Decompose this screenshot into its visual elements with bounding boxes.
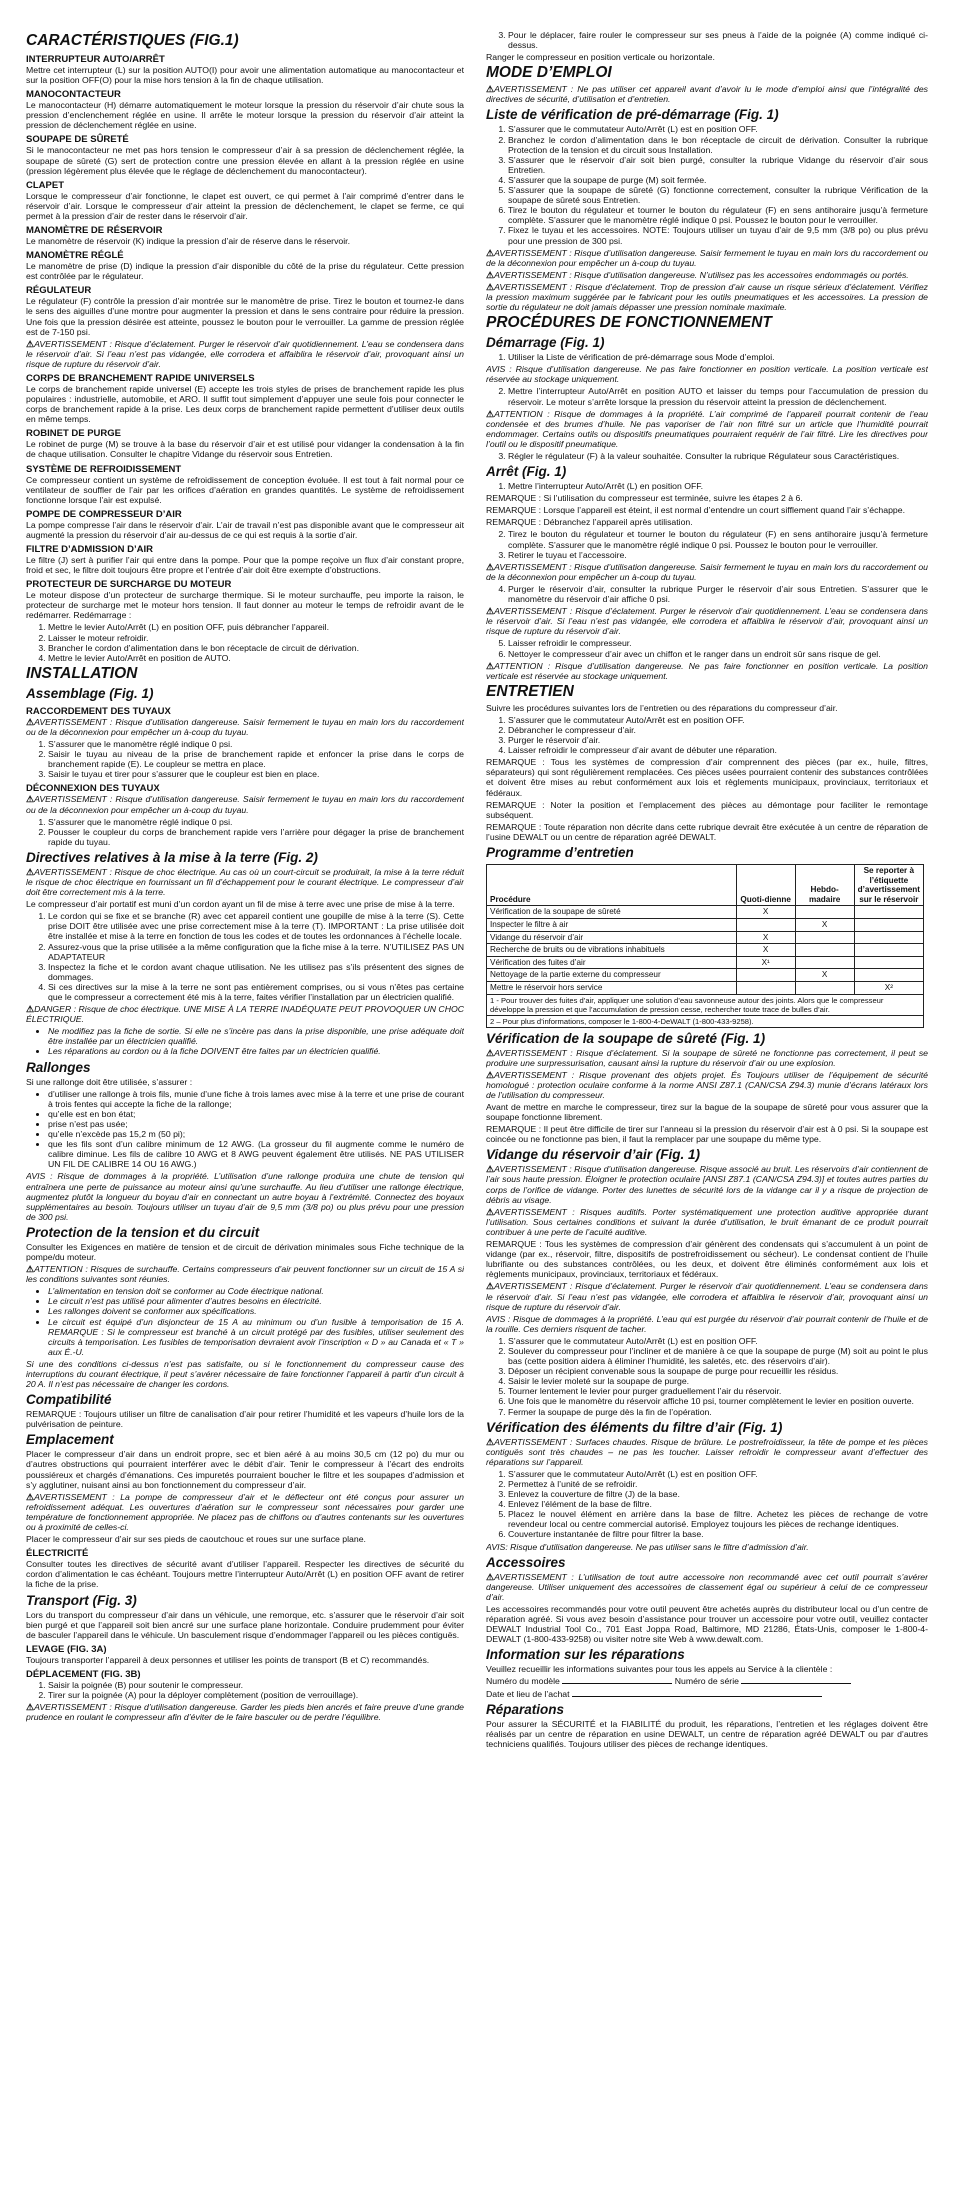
list-item: • Le circuit n’est pas utilisé pour alimenter d’autres besoins en électricité. [48, 1296, 464, 1306]
warning-drain-3: ⚠AVERTISSEMENT : Risque d’éclatement. Purger le réservoir d’air quotidiennement. L’eau se condensera dans le réservoir d’air. Si l’eau n’est pas vidangée, elle corrodera et affaiblira le réservoir d’air, provoquant ainsi un risque de rupture du réservoir d’air. [486, 1281, 928, 1312]
column-header: Se reporter à l’étiquette d’avertissement sur le réservoir [854, 865, 923, 906]
paragraph-compatibility: REMARQUE : Toujours utiliser un filtre de canalisation d’air pour retirer l’humidité et les vapeurs d’huile lors de la pulvérisation de peinture. [26, 1409, 464, 1430]
section-title-operation: MODE D’EMPLOI [486, 64, 612, 82]
warning-drain-1: ⚠AVERTISSEMENT : Risque d’utilisation dangereuse. Risque associé au bruit. Les réservoirs d’air contiennent de l’air sous haute pression. Éloigner le protection oculaire [ANSI Z87.1 (CAN/CSA Z94.3)] et toutes autres parties du corps de l’orifice de vidange. Porter des lunettes de sécurité lors de la vidange car il y a risque de projection de débris au visage. [486, 1164, 928, 1205]
warning-triangle-icon: ⚠ [486, 1571, 495, 1582]
warning-triangle-icon: ⚠ [26, 1702, 35, 1713]
list-item: • Le circuit est équipé d’un disjoncteur de 15 A au minimum ou d’un fusible à temporisation de 15 A. REMARQUE : Si le compresseur est branché à un circuit protégé par des fusibles, utiliser seulement des circuits à temporisation. Les fusibles de temporisation devraient avoir l’inscription « D » au Canada et « T » aux É.-U. [48, 1317, 464, 1357]
heading-service-info: Information sur les réparations [486, 1647, 685, 1663]
moving-steps-continued [486, 30, 928, 50]
grounding-steps [26, 911, 464, 1002]
heading-safety-valve: SOUPAPE DE SÛRETÉ [26, 134, 129, 146]
paragraph-electricity: Consulter toutes les directives de sécurité avant d’utiliser l’appareil. Respecter les directives de sécurité du cordon d’alimentation le cas échéant. Toujours mettre l’interrupteur Auto/Arrêt (L) en position OFF avant de retirer la fiche de la prise. [26, 1559, 464, 1590]
warning-triangle-icon: ⚠ [486, 606, 495, 617]
heading-air-filter-check: Vérification des éléments du filtre d’air (Fig. 1) [486, 1419, 783, 1435]
notice-extension: AVIS : Risque de dommages à la propriété. L’utilisation d’une rallonge produira une chute de tension qui entraînera une perte de puissance au moteur ainsi qu’une surchauffe. Au lieu d’utiliser une rallonge électrique, augmentez plutôt la longueur du boyau d’air en connectant un autre boyau à l’extrémité. Connectez des boyaux supplémentaires au besoin. Toujours utiliser un tuyau d’air de 9,5 mm (3/8 po) ou plus prévu pour une pression de 300 psi. [26, 1171, 464, 1222]
caution-start: ⚠ATTENTION : Risque de dommages à la propriété. L’air comprimé de l’appareil pourrait contenir de l’eau condensée et des brumes d’huile. Ne pas vaporiser de l’air non filtré sur un article que l’humidité pourrait endommager. Certains outils ou dispositifs pneumatiques pourraient requérir de l’air filtré. Lire les directives pour l’outil ou le dispositif pneumatique. [486, 408, 928, 449]
notice-filter: AVIS: Risque d’utilisation dangereuse. Ne pas utiliser sans le filtre d’admission d’air. [486, 1541, 809, 1552]
start-step-3 [486, 451, 928, 461]
table-row [487, 969, 924, 982]
heading-stop: Arrêt (Fig. 1) [486, 464, 567, 480]
heading-grounding: Directives relatives à la mise à la terre (Fig. 2) [26, 849, 318, 865]
overload-steps [26, 622, 464, 662]
paragraph-regulator: Le régulateur (F) contrôle la pression d’air montrée sur le manomètre de prise. Tirez le bouton et tournez-le dans le sens des aiguilles d’une montre pour augmenter la pression et dans le sens contraire pour réduire la pression. Une fois que la pression désirée est atteinte, poussez le bouton pour le verrouiller. La gamme de pression réglée est de 7-150 psi. [26, 296, 464, 337]
list-item: 6. Couverture instantanée de filtre pour filtrer la base. [508, 1529, 928, 1539]
list-item: 3. Saisir le tuyau et tirer pour s’assurer que le coupleur est bien en place. [48, 769, 464, 779]
paragraph-drain-valve: Le robinet de purge (M) se trouve à la base du réservoir d’air et est utilisé pour vidanger la condensation à la fin de chaque utilisation. Consulter le chapitre Vidange du réservoir sous Entretien. [26, 439, 464, 460]
paragraph-pressure-switch: Le manocontacteur (H) démarre automatiquement le moteur lorsque la pression du réservoir d’air chute sous la pression d’enclenchement réglée en usine. Il arrête le moteur lorsque la pression du réservoir d’air atteint la pression de déclenchement réglée en usine. [26, 100, 464, 131]
table-row [487, 944, 924, 957]
start-step-1 [486, 352, 928, 362]
prestart-steps [486, 124, 928, 245]
paragraph-storage: Ranger le compresseur en position verticale ou horizontale. [486, 52, 715, 63]
table-cell [854, 931, 923, 944]
heading-safety-valve-check: Vérification de la soupape de sûreté (Fig. 1) [486, 1030, 766, 1046]
column-header: Procédure [487, 865, 737, 906]
paragraph-service-info: Veuillez recueillir les informations suivantes pour tous les appels au Service à la clientèle : [486, 1664, 833, 1675]
table-cell: Recherche de bruits ou de vibrations inhabituels [487, 944, 737, 957]
heading-moving: DÉPLACEMENT (FIG. 3B) [26, 1668, 141, 1680]
table-cell: Vidange du réservoir d’air [487, 931, 737, 944]
table-cell: Vérification des fuites d’air [487, 956, 737, 969]
list-item: 3. Régler le régulateur (F) à la valeur souhaitée. Consulter la rubrique Régulateur sous Caractéristiques. [508, 451, 928, 461]
table-footnote-row [487, 1015, 924, 1027]
paragraph-valve: Avant de mettre en marche le compresseur, tirez sur la bague de la soupape de sûreté pour vous assurer que la soupape fonctionne librement. [486, 1102, 928, 1123]
list-item: 6. Nettoyer le compresseur d’air avec un chiffon et le ranger dans un endroit sûr sans risque de gel. [508, 649, 928, 659]
list-item: • qu’elle n’excède pas 15,2 m (50 pi); [48, 1129, 464, 1139]
list-item: • Ne modifiez pas la fiche de sortie. Si elle ne s’incère pas dans la prise disponible, une prise adéquate doit être installée par un électricien qualifié. [48, 1026, 464, 1046]
list-item: 1. S’assurer que le commutateur Auto/Arrêt (L) est en position OFF. [508, 124, 928, 134]
heading-intake-filter: FILTRE D’ADMISSION D’AIR [26, 544, 154, 555]
warning-valve-2: ⚠AVERTISSEMENT : Risque provenant des objets projet. És Toujours utiliser de l’équipement de sécurité homologué : protection oculaire conforme à la norme ANSI Z87.1 (CAN/CSA Z94.3) munie d’écrans latéraux lors de l’utilisation du compresseur. [486, 1069, 928, 1100]
paragraph-extension-cords: Si une rallonge doit être utilisée, s’assurer : [26, 1076, 193, 1087]
table-cell [854, 944, 923, 957]
list-item: 1. S’assurer que le manomètre réglé indique 0 psi. [48, 739, 464, 749]
note-drain: REMARQUE : Tous les systèmes de compression d’air génèrent des condensats qui s’accumulent à un point de vidange (par ex., réservoir, filtre, dispositifs de postrefroidissement ou sécheur). Le condensat contient de l’huile lubrifiante ou des substances contrôlées, ou les deux, et doivent être éliminés conformément aux lois et règlements municipaux, provinciaux, territoriaux et fédéraux. [486, 1239, 928, 1280]
note-stop-2: REMARQUE : Lorsque l’appareil est éteint, il est normal d’entendre un court sifflement quand l’air s’échappe. [486, 505, 905, 516]
serial-number-blank [741, 1683, 851, 1684]
paragraph-quick-couplers: Le corps de branchement rapide universel (E) accepte les trois styles de prises de branchement rapide les plus populaires : industrielle, automobile, et ARO. Il suffit tout simplement d’appuyer une seule fois pour connecter le corps de branchement rapide à la prise. Les deux corps de branchement rapide permettent d’utiliser deux outils en même temps. [26, 383, 464, 425]
paragraph-transport: Lors du transport du compresseur d’air dans un véhicule, une remorque, etc. s’assurer que le réservoir d’air soit bien purgé et que l’appareil soit bien ancré sur une surface plane horizontale. Conduire prudemment pour éviter de basculer l’appareil dans le véhicule. Un basculement risque d’endommager l’appareil ou les pièces contiguës. [26, 1609, 464, 1640]
list-item: 4. Saisir le levier moleté sur la soupape de purge. [508, 1376, 928, 1386]
heading-assembly: Assemblage (Fig. 1) [26, 685, 154, 701]
heading-pressure-switch: MANOCONTACTEUR [26, 89, 121, 101]
list-item: 4. Mettre le levier Auto/Arrêt en position de AUTO. [48, 653, 464, 663]
warning-triangle-icon: ⚠ [486, 561, 495, 572]
warning-accessories: ⚠AVERTISSEMENT : L’utilisation de tout autre accessoire non recommandé avec cet outil pourrait s’avérer dangereuse. Utiliser uniquement des accessoires de classement égal ou supérieur à celui de ce compresseur d’air. [486, 1571, 928, 1602]
list-item: 7. Fixez le tuyau et les accessoires. NOTE: Toujours utiliser un tuyau d’air de 9,5 mm (3/8 po) ou plus prévu pour une pression de 300 psi. [508, 225, 928, 245]
list-item: 2. Tirez le bouton du régulateur et tourner le bouton du régulateur (F) en sens antihoraire jusqu’à fermeture complète. S’assurer que le manomètre réglé indique 0 psi. Poussez le bouton pour le verrouiller. [508, 529, 928, 549]
paragraph-repairs: Pour assurer la SÉCURITÉ et la FIABILITÉ du produit, les réparations, l’entretien et les réglages doivent être réalisés par un centre de réparation en usine DEWALT, un centre de réparation agréé DEWALT ou par d’autres techniciens qualifiés. Toujours utiliser des pièces de rechange identiques. [486, 1718, 928, 1749]
heading-electricity: ÉLECTRICITÉ [26, 1548, 89, 1560]
warning-triangle-icon: ⚠ [26, 338, 35, 349]
warning-stop-2: ⚠AVERTISSEMENT : Risque d’éclatement. Purger le réservoir d’air quotidiennement. L’eau se condensera dans le réservoir d’air. Si l’eau n’est pas vidangée, elle corrodera et affaiblira le réservoir d’air, provoquant ainsi un risque de rupture du réservoir d’air. [486, 606, 928, 637]
table-row [487, 981, 924, 994]
list-item: 1. Utiliser la Liste de vérification de pré-démarrage sous Mode d’emploi. [508, 352, 928, 362]
warning-moving: ⚠AVERTISSEMENT : Risque d’utilisation dangereuse. Garder les pieds bien ancrés et faire preuve d’une grande prudence en roulant le compresseur afin d’éviter de le faire basculer ou de perdre l’équilibre. [26, 1702, 464, 1723]
service-form-line-1 [486, 1676, 928, 1686]
warning-triangle-icon: ⚠ [486, 1047, 495, 1058]
paragraph-grounding: Le compresseur d’air portatif est muni d’un cordon ayant un fil de mise à terre avec une prise de mise à la terre. [26, 899, 455, 910]
warning-valve-1: ⚠AVERTISSEMENT : Risque d’éclatement. Si la soupape de sûreté ne fonctionne pas correctement, il peut se produire une surpressurisation, causant ainsi la rupture du réservoir d’air ou une explosion. [486, 1047, 928, 1068]
list-item: 1. Saisir la poignée (B) pour soutenir le compresseur. [48, 1680, 464, 1690]
warning-triangle-icon: ⚠ [486, 269, 495, 280]
heading-start: Démarrage (Fig. 1) [486, 335, 605, 351]
table-cell: Mettre le réservoir hors service [487, 981, 737, 994]
section-title-procedures: PROCÉDURES DE FONCTIONNEMENT [486, 314, 772, 332]
stop-steps-2-3 [486, 529, 928, 559]
notice-start: AVIS : Risque d’utilisation dangereuse. Ne pas faire fonctionner en position verticale. La position verticale est réservée au stockage uniquement. [486, 364, 928, 385]
heading-quick-couplers: CORPS DE BRANCHEMENT RAPIDE UNIVERSELS [26, 372, 255, 384]
table-row [487, 931, 924, 944]
list-item: 5. S’assurer que la soupape de sûreté (G) fonctionne correctement, consulter la rubrique Vérification de la soupape de sûreté sous Entretien. [508, 185, 928, 205]
list-item: 1. S’assurer que le commutateur Auto/Arrêt est en position OFF. [508, 715, 928, 725]
table-cell [736, 969, 795, 982]
warning-stop-1: ⚠AVERTISSEMENT : Risque d’utilisation dangereuse. Saisir fermement le tuyau en main lors du raccordement ou de la déconnexion pour empêcher un à-coup du tuyau. [486, 561, 928, 582]
heading-cooling: SYSTÈME DE REFROIDISSEMENT [26, 463, 182, 475]
column-header: Hebdo-madaire [795, 865, 854, 906]
column-header: Quoti-dienne [736, 865, 795, 906]
list-item: • Les rallonges doivent se conformer aux spécifications. [48, 1306, 464, 1316]
table-footnote: 2 – Pour plus d’informations, composer le 1-800-4-DeWALT (1-800-433-9258). [487, 1015, 924, 1027]
list-item: • Les réparations au cordon ou à la fiche DOIVENT être faites par un électricien qualifié. [48, 1046, 464, 1056]
paragraph-maintenance: Suivre les procédures suivantes lors de l’entretien ou des réparations du compresseur d’air. [486, 702, 838, 713]
warning-triangle-icon: ⚠ [26, 1491, 35, 1502]
list-item: 2. Pousser le coupleur du corps de branchement rapide vers l’arrière pour dégager la prise de branchement rapide du tuyau. [48, 827, 464, 847]
warning-prestart-3: ⚠AVERTISSEMENT : Risque d’éclatement. Trop de pression d’air cause un risque sérieux d’éclatement. Vérifiez la pression maximum suggérée par le fabricant pour les outils pneumatiques et les accessoires. La pression de sortie du régulateur ne doit jamais dépasser une pression nominale maximale. [486, 281, 928, 313]
table-cell: Vérification de la soupape de sûreté [487, 906, 737, 919]
list-item: 5. Laisser refroidir le compresseur. [508, 638, 928, 648]
heading-lifting: LEVAGE (FIG. 3A) [26, 1643, 107, 1655]
table-header-row [487, 865, 924, 906]
list-item: 3. Inspectez la fiche et le cordon avant chaque utilisation. Ne les utilisez pas s’ils présentent des signes de dommages. [48, 962, 464, 982]
heading-hose-connect: RACCORDEMENT DES TUYAUX [26, 705, 171, 717]
warning-drain-2: ⚠AVERTISSEMENT : Risques auditifs. Porter systématiquement une protection auditive appropriée durant l’utilisation. Sous certaines conditions et suivant la durée d’utilisation, le bruit émanant de ce produit pourrait contribuer à une perte de l’acuité auditive. [486, 1206, 928, 1237]
list-item: 7. Fermer la soupape de purge dès la fin de l’opération. [508, 1407, 928, 1417]
heading-hose-disconnect: DÉCONNEXION DES TUYAUX [26, 783, 160, 795]
warning-triangle-icon: ⚠ [486, 660, 495, 671]
heading-transport: Transport (Fig. 3) [26, 1592, 137, 1608]
list-item: 2. Tirer sur la poignée (A) pour la déployer complètement (position de verrouillage). [48, 1690, 464, 1700]
filter-steps [486, 1469, 928, 1540]
paragraph-safety-valve: Si le manocontacteur ne met pas hors tension le compresseur d’air à sa pression de déclenchement réglée, la soupape de sûreté (G) sert de protection contre une pression élevée en allant à la pression réglée en usine (pression légèrement plus élevée que le réglage de déclenchement du manocontacteur). [26, 145, 464, 176]
note-stop-3: REMARQUE : Débranchez l’appareil après utilisation. [486, 517, 693, 528]
table-cell [854, 956, 923, 969]
table-cell [795, 956, 854, 969]
warning-operation: ⚠AVERTISSEMENT : Ne pas utiliser cet appareil avant d’avoir lu le mode d’emploi ainsi que l’intégralité des directives de sécurité, d’utilisation et d’entretien. [486, 84, 928, 105]
list-item: • qu’elle est en bon état; [48, 1109, 464, 1119]
stop-step-4 [486, 584, 928, 604]
paragraph-tank-gauge: Le manomètre de réservoir (K) indique la pression d’air de réserve dans le réservoir. [26, 236, 351, 247]
warning-triangle-icon: ⚠ [26, 866, 35, 877]
warning-hose-connect: ⚠AVERTISSEMENT : Risque d’utilisation dangereuse. Saisir fermement le tuyau en main lors du raccordement ou de la déconnexion pour empêcher un à-coup du tuyau. [26, 716, 464, 737]
warning-grounding: ⚠AVERTISSEMENT : Risque de choc électrique. Au cas où un court-circuit se produirait, la mise à la terre réduit le risque de choc électrique en fournissant un fil d’échappement pour le courant électrique. Le compresseur d’air doit être correctement mis à la terre. [26, 866, 464, 898]
table-cell [854, 969, 923, 982]
list-item: 4. Purger le réservoir d’air, consulter la rubrique Purger le réservoir d’air sous Entretien. S’assurer que le manomètre du réservoir d’air affiche 0 psi. [508, 584, 928, 604]
list-item: 5. Placez le nouvel élément en arrière dans la base de filtre. Achetez les pièces de rechange de votre revendeur local ou centre commercial autorisé. Employez toujours les pièces de rechange identiques. [508, 1509, 928, 1529]
table-cell: X [795, 918, 854, 931]
paragraph-accessories: Les accessoires recommandés pour votre outil peuvent être achetés auprès du distributeur local ou d’un centre de réparation agréé. Si vous avez besoin d’assistance pour trouver un accessoire pour votre outil, veuillez contacter DEWALT Industrial Tool Co., 701 East Joppa Road, Baltimore, MD 21286, États-Unis, composer le 1-800-4-DEWALT (1-800-433-9258) ou visiter notre site Web à www.dewalt.com. [486, 1603, 928, 1645]
list-item: 5. Tourner lentement le levier pour purger graduellement l’air du réservoir. [508, 1386, 928, 1396]
table-row [487, 956, 924, 969]
table-cell: X [736, 944, 795, 957]
section-title-features: CARACTÉRISTIQUES (FIG.1) [26, 32, 239, 49]
heading-circuit: Protection de la tension et du circuit [26, 1224, 260, 1240]
heading-extension-cords: Rallonges [26, 1059, 91, 1075]
list-item: 2. Branchez le cordon d’alimentation dans le bon réceptacle de circuit de dérivation. Consulter la rubrique Protection de la tension et du circuit sous Installation. [508, 135, 928, 155]
heading-tank-drain: Vidange du réservoir d’air (Fig. 1) [486, 1147, 701, 1163]
warning-hose-disconnect: ⚠AVERTISSEMENT : Risque d’utilisation dangereuse. Saisir fermement le tuyau en main lors du raccordement ou de la déconnexion pour empêcher un à-coup du tuyau. [26, 794, 464, 815]
maintenance-table [486, 864, 924, 1028]
purchase-date-blank [572, 1696, 822, 1697]
heading-drain-valve: ROBINET DE PURGE [26, 428, 122, 440]
paragraph-cooling: Ce compresseur contient un système de refroidissement de conception évoluée. Il est tout à fait normal pour ce ventilateur de souffler de l’air par les orifices d’aération en grandes quantités. Le système de refroidissement fonctionne lorsque l’air est expulsé. [26, 474, 464, 505]
paragraph-pump: La pompe compresse l’air dans le réservoir d’air. L’air de travail n’est pas disponible avant que le compresseur ait augmenté la pression du réservoir d’air au-dessus de ce qui est requis à la sortie d’air. [26, 519, 464, 540]
model-number-label: Numéro du modèle [486, 1676, 560, 1687]
list-item: • prise n’est pas usée; [48, 1119, 464, 1129]
stop-steps-5-6 [486, 638, 928, 658]
heading-regulator: RÉGULATEUR [26, 285, 92, 297]
paragraph-intake-filter: Le filtre (J) sert à purifier l’air qui entre dans la pompe. Pour que la pompe reçoive un flux d’air constant propre, froid et sec, le filtre doit toujours être propre et l’entrée d’air doit être exempte d’obstructions. [26, 555, 464, 576]
warning-triangle-icon: ⚠ [486, 247, 495, 258]
note-maintenance-3: REMARQUE : Toute réparation non décrite dans cette rubrique devrait être exécutée à un centre de réparation de l’usine DEWALT ou un centre de réparation agréé DEWALT. [486, 821, 928, 842]
warning-filter: ⚠AVERTISSEMENT : Surfaces chaudes. Risque de brûlure. Le postrefroidisseur, la tête de pompe et les pièces contiguës sont très chaudes – ne pas les toucher. Laisser refroidir le compresseur avant d’effectuer des réparations sur l’appareil. [486, 1436, 928, 1467]
list-item: • d’utiliser une rallonge à trois fils, munie d’une fiche à trois lames avec mise à la terre et une prise de courant à trois fentes qui accepte la fiche de la rallonge; [48, 1089, 464, 1109]
start-step-2 [486, 386, 928, 406]
drain-steps [486, 1336, 928, 1417]
list-item: 2. Saisir le tuyau au niveau de la prise de branchement rapide et enfoncer la prise dans le corps de branchement rapide (E). Le coupleur se mettra en place. [48, 749, 464, 769]
paragraph-lifting: Toujours transporter l’appareil à deux personnes et utiliser les points de transport (B et C) recommandés. [26, 1654, 430, 1665]
table-cell [795, 944, 854, 957]
table-cell [795, 906, 854, 919]
paragraph-auto-switch: Mettre cet interrupteur (L) sur la position AUTO(I) pour avoir une alimentation automatique au manocontacteur et sur la position OFF(O) pour la mise hors tension à la fin de chaque utilisation. [26, 65, 464, 86]
table-cell: X [736, 906, 795, 919]
moving-steps [26, 1680, 464, 1700]
list-item: 1. Mettre le levier Auto/Arrêt (L) en position OFF, puis débrancher l’appareil. [48, 622, 464, 632]
danger-grounding: ⚠DANGER : Risque de choc électrique. UNE MISE À LA TERRE INADÉQUATE PEUT PROVOQUER UN CHOC ÉLECTRIQUE. [26, 1004, 464, 1025]
heading-schedule: Programme d’entretien [486, 845, 634, 860]
table-cell: X [795, 969, 854, 982]
list-item: 4. S’assurer que la soupape de purge (M) soit fermée. [508, 175, 928, 185]
table-cell: Inspecter le filtre à air [487, 918, 737, 931]
list-item: 2. Mettre l’interrupteur Auto/Arrêt en position AUTO et laisser du temps pour l’accumulation de pression du réservoir. Le moteur s’arrête lorsque la pression du réservoir atteint la pression de déclenchement. [508, 386, 928, 406]
warning-triangle-icon: ⚠ [26, 794, 35, 805]
caution-circuit: ⚠ATTENTION : Risques de surchauffe. Certains compresseurs d’air peuvent fonctionner sur un circuit de 15 A si les conditions suivantes sont réunies. [26, 1264, 464, 1285]
paragraph-circuit: Consulter les Exigences en matière de tension et de circuit de dérivation minimales sous Fiche technique de la pompe/du moteur. [26, 1241, 464, 1262]
model-number-blank [562, 1683, 672, 1684]
table-cell: X [736, 931, 795, 944]
hose-disconnect-steps [26, 817, 464, 847]
paragraph-regulated-gauge: Le manomètre de prise (D) indique la pression d’air disponible du côté de la prise du régulateur. Cette pression est contrôlée par le régulateur. [26, 261, 464, 282]
warning-prestart-1: ⚠AVERTISSEMENT : Risque d’utilisation dangereuse. Saisir fermement le tuyau en main lors du raccordement ou de la déconnexion pour empêcher un à-coup du tuyau. [486, 247, 928, 268]
purchase-date-label: Date et lieu de l’achat [486, 1688, 570, 1699]
table-footnote: 1 - Pour trouver des fuites d’air, appliquer une solution d’eau savonneuse autour des joints. Alors que le compresseur développe la pression et que l’accumulation de pression cesse, rechercher toute trace de bulles d’air. [487, 994, 924, 1015]
list-item: 2. Assurez-vous que la prise utilisée a la même configuration que la fiche mise à la terre. N’UTILISEZ PAS UN ADAPTATEUR [48, 942, 464, 962]
list-item: 4. Enlevez l’élément de la base de filtre. [508, 1499, 928, 1509]
heading-auto-switch: INTERRUPTEUR AUTO/ARRÊT [26, 54, 165, 65]
list-item: 1. S’assurer que le commutateur Auto/Arrêt (L) est en position OFF. [508, 1336, 928, 1346]
left-column [26, 30, 464, 2170]
grounding-bullets [26, 1026, 464, 1056]
paragraph-circuit-2: Si une des conditions ci-dessus n’est pas satisfaite, ou si le fonctionnement du compresseur cause des interruptions du courant électrique, il peut s’avérer nécessaire de faire fonctionner l’appareil à partir d’un circuit à 20 A. Il n’est pas nécessaire de changer les cordons. [26, 1358, 464, 1390]
table-cell: X¹ [736, 956, 795, 969]
list-item: 4. Si ces directives sur la mise à la terre ne sont pas entièrement comprises, ou si vous n’êtes pas certaine que le compresseur a correctement été mis à la terre, faites vérifier l’installation par un électricien qualifié. [48, 982, 464, 1002]
list-item: 2. Soulever du compresseur pour l’incliner et de manière à ce que la soupape de purge (M) soit au point le plus bas (cette position aidera à éliminer l’humidité, les saletés, etc. des réservoirs d’air). [508, 1346, 928, 1366]
paragraph-check-valve: Lorsque le compresseur d’air fonctionne, le clapet est ouvert, ce qui permet à l’air comprimé d’entrer dans le réservoir d’air. Lorsque le compresseur d’air atteint la pression de déclenchement, le clapet se ferme, ce qui permet à la pression d’air de rester dans le réservoir d’air. [26, 190, 464, 221]
table-cell [854, 918, 923, 931]
list-item: 3. Purger le réservoir d’air. [508, 735, 928, 745]
list-item: 3. Brancher le cordon d’alimentation dans le bon réceptacle de circuit de dérivation. [48, 643, 464, 653]
maintenance-steps [486, 715, 928, 755]
heading-regulated-gauge: MANOMÈTRE RÉGLÉ [26, 250, 124, 262]
warning-regulator: ⚠AVERTISSEMENT : Risque d’éclatement. Purger le réservoir d’air quotidiennement. L’eau se condensera dans le réservoir d’air. Si l’eau n’est pas vidangée, elle corrodera et affaiblira le réservoir d’air, provoquant ainsi un risque de rupture du réservoir d’air. [26, 338, 464, 369]
heading-location: Emplacement [26, 1432, 114, 1448]
paragraph-location-2: Placer le compresseur d’air sur ses pieds de caoutchouc et roues sur une surface plane. [26, 1534, 366, 1545]
note-valve: REMARQUE : Il peut être difficile de tirer sur l’anneau si la pression du réservoir d’air est à 0 psi. Si la soupape est coincée ou ne fonctionne pas bien, il faut la remplacer par une soupape du même type. [486, 1124, 928, 1145]
table-cell: Nettoyage de la partie externe du compresseur [487, 969, 737, 982]
list-item: 2. Permettez à l’unité de se refroidir. [508, 1479, 928, 1489]
paragraph-overload: Le moteur dispose d’un protecteur de surcharge thermique. Si le moteur surchauffe, peu importe la raison, le protecteur de surcharge met le moteur hors tension. Il faut donner au moteur le temps de refroidir avant de le redémarrer. Redémarrage : [26, 590, 464, 621]
list-item: 3. Enlevez la couverture de filtre (J) de la base. [508, 1489, 928, 1499]
stop-step-1 [486, 481, 928, 491]
list-item: 3. Pour le déplacer, faire rouler le compresseur sur ses pneus à l’aide de la poignée (A) comme indiqué ci-dessus. [508, 30, 928, 50]
table-cell [854, 906, 923, 919]
heading-compatibility: Compatibilité [26, 1392, 112, 1408]
section-title-installation: INSTALLATION [26, 664, 138, 682]
list-item: 4. Laisser refroidir le compresseur d’air avant de débuter une réparation. [508, 745, 928, 755]
warning-triangle-icon: ⚠ [486, 1206, 495, 1217]
heading-prestart: Liste de vérification de pré-démarrage (Fig. 1) [486, 107, 779, 123]
caution-stop: ⚠ATTENTION : Risque d’utilisation dangereuse. Ne pas faire fonctionner en position verticale. La position verticale est réservée au stockage uniquement. [486, 660, 928, 681]
list-item: 1. S’assurer que le commutateur Auto/Arrêt (L) est en position OFF. [508, 1469, 928, 1479]
notice-drain: AVIS : Risque de dommages à la propriété. L’eau qui est purgée du réservoir d’air pourrait contenir de l’huile et de la rouille. Ces derniers risquent de tacher. [486, 1313, 928, 1334]
heading-pump: POMPE DE COMPRESSEUR D’AIR [26, 508, 182, 520]
warning-triangle-icon: ⚠ [486, 1164, 495, 1175]
list-item: 3. S’assurer que le réservoir d’air soit bien purgé, consulter la rubrique Vidange du réservoir d’air sous Entretien. [508, 155, 928, 175]
list-item: 6. Une fois que le manomètre du réservoir affiche 10 psi, tourner complètement le levier en position ouverte. [508, 1396, 928, 1406]
section-title-maintenance: ENTRETIEN [486, 682, 574, 700]
circuit-bullets [26, 1286, 464, 1357]
list-item: 1. S’assurer que le manomètre réglé indique 0 psi. [48, 817, 464, 827]
note-stop-1: REMARQUE : Si l’utilisation du compresseur est terminée, suivre les étapes 2 à 6. [486, 493, 803, 504]
table-cell [736, 981, 795, 994]
warning-triangle-icon: ⚠ [486, 281, 495, 292]
warning-triangle-icon: ⚠ [486, 84, 495, 95]
list-item: • L’alimentation en tension doit se conformer au Code électrique national. [48, 1286, 464, 1296]
list-item: 1. Mettre l’interrupteur Auto/Arrêt (L) en position OFF. [508, 481, 928, 491]
list-item: • que les fils sont d’un calibre minimum de 12 AWG. (La grosseur du fil augmente comme le numéro de calibre diminue. Les fils de calibre 10 AWG et 8 AWG peuvent également être utilisés. NE PAS UTILISER UN FIL DE CALIBRE 14 OU 16 AWG.) [48, 1139, 464, 1169]
list-item: 3. Déposer un récipient convenable sous la soupape de purge pour recueillir les résidus. [508, 1366, 928, 1376]
list-item: 2. Débrancher le compresseur d’air. [508, 725, 928, 735]
paragraph-location: Placer le compresseur d’air dans un endroit propre, sec et bien aéré à au moins 30,5 cm (12 po) du mur ou d’autres obstructions qui pourraient interférer avec le débit d’air. Tenir le compresseur à l’écart des endroits poussiéreux et chargés d’émanations. Ces impuretés pourraient boucher le filtre et les soupapes d’admission et s’y agglutiner, nuisant ainsi au bon fonctionnement du compresseur d’air. [26, 1449, 464, 1490]
serial-number-label: Numéro de série [674, 1676, 739, 1687]
warning-triangle-icon: ⚠ [26, 1264, 35, 1275]
heading-overload: PROTECTEUR DE SURCHARGE DU MOTEUR [26, 579, 232, 591]
warning-prestart-2: ⚠AVERTISSEMENT : Risque d’utilisation dangereuse. N’utilisez pas les accessoires endommagés ou portés. [486, 269, 909, 280]
warning-triangle-icon: ⚠ [26, 1004, 35, 1015]
note-maintenance-1: REMARQUE : Tous les systèmes de compression d’air comprennent des pièces (par ex., huile, filtres, séparateurs) qui sont régulièrement remplacées. Ces pièces usées pourraient contenir des substances contrôlées et doivent être mises au rebut conformément aux lois et règlements municipaux, provinciaux, territoriaux et fédéraux. [486, 757, 928, 798]
table-cell [795, 981, 854, 994]
extension-bullets [26, 1089, 464, 1170]
service-form-line-2 [486, 1689, 928, 1699]
heading-tank-gauge: MANOMÈTRE DE RÉSERVOIR [26, 225, 163, 237]
warning-triangle-icon: ⚠ [486, 1436, 495, 1447]
right-column [486, 30, 928, 2170]
hose-connect-steps [26, 739, 464, 779]
warning-triangle-icon: ⚠ [486, 1281, 495, 1292]
table-cell: X² [854, 981, 923, 994]
list-item: 6. Tirez le bouton du régulateur et tourner le bouton du régulateur (F) en sens antihoraire jusqu’à fermeture complète. S’assurer que le manomètre réglé indique 0 psi. Poussez le bouton pour le verrouiller. [508, 205, 928, 225]
heading-check-valve: CLAPET [26, 179, 64, 191]
warning-triangle-icon: ⚠ [26, 716, 35, 727]
note-maintenance-2: REMARQUE : Noter la position et l’emplacement des pièces au démontage pour faciliter le remontage subséquent. [486, 799, 928, 820]
list-item: 3. Retirer le tuyau et l’accessoire. [508, 550, 928, 560]
warning-triangle-icon: ⚠ [486, 408, 495, 419]
table-row [487, 918, 924, 931]
table-footnote-row [487, 994, 924, 1015]
table-cell [795, 931, 854, 944]
list-item: 2. Laisser le moteur refroidir. [48, 633, 464, 643]
table-cell [736, 918, 795, 931]
heading-repairs: Réparations [486, 1701, 565, 1717]
warning-location: ⚠AVERTISSEMENT : La pompe de compresseur d’air et le déflecteur ont été conçus pour assurer un refroidissement adéquat. Les ouvertures d’aération sur le compresseur sont nécessaires pour garder une température de fonctionnement appropriée. Ne placez pas de chiffons ou d’autres contenants sur les ouvertures ou à proximité de celles-ci. [26, 1491, 464, 1533]
warning-triangle-icon: ⚠ [486, 1069, 495, 1080]
table-row [487, 906, 924, 919]
list-item: 1. Le cordon qui se fixe et se branche (R) avec cet appareil contient une goupille de mise à la terre (S). Cette prise DOIT être utilisée avec une prise correctement mise à la terre (T). IMPORTANT : La prise utilisée doit être installée et mise à la terre en fonction de tous les codes et de toutes les ordonnances à l’échelle locale. [48, 911, 464, 941]
heading-accessories: Accessoires [486, 1554, 566, 1570]
